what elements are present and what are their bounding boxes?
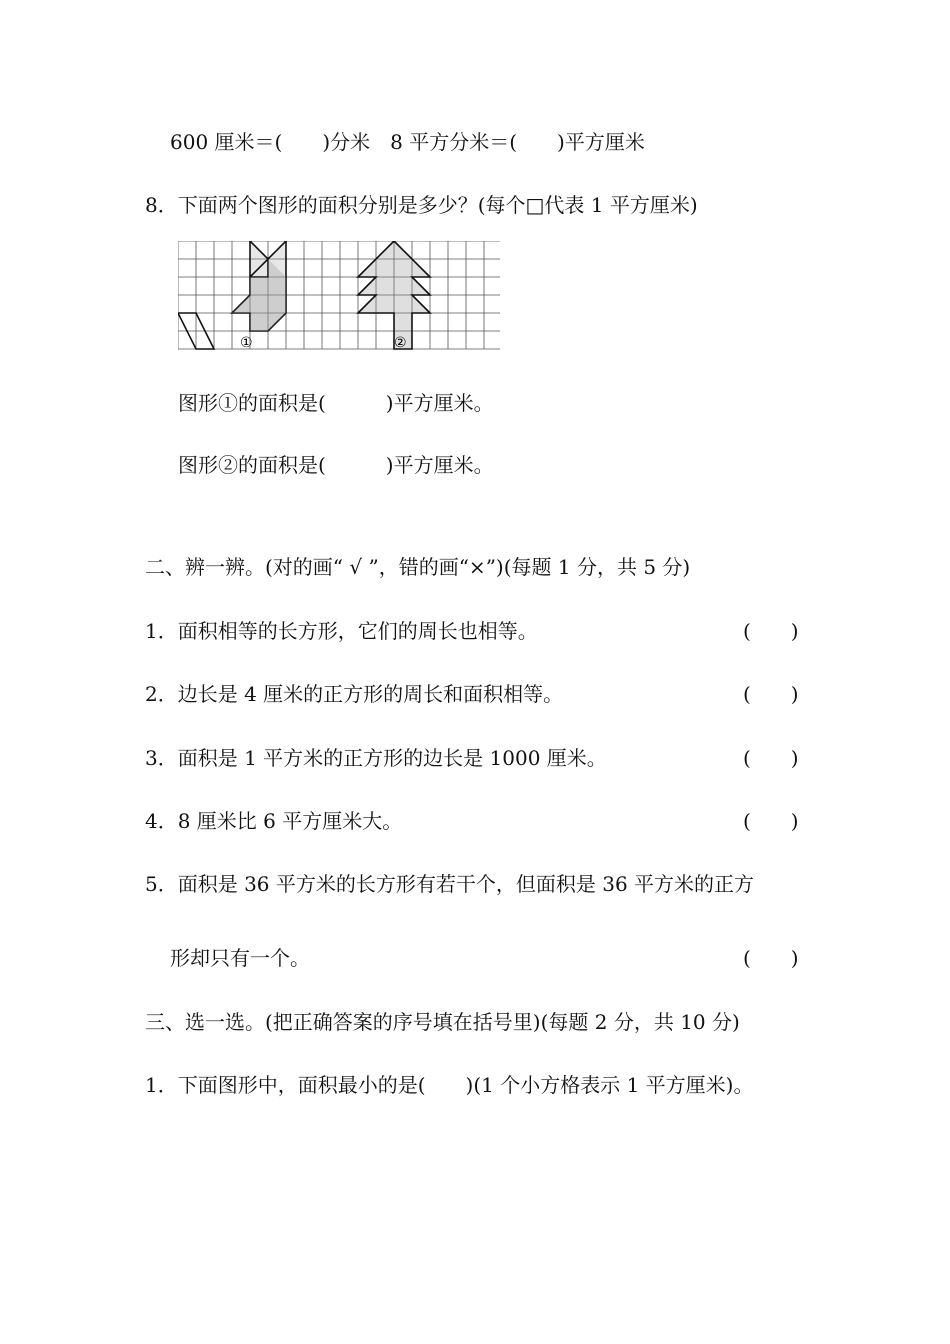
- s2-answer-4[interactable]: ( ): [743, 809, 799, 833]
- tree-shape: [358, 241, 430, 349]
- figure-1-area: 图形①的面积是( )平方厘米。: [178, 391, 494, 415]
- s2-question-5b: 形却只有一个。: [170, 946, 310, 970]
- s2-answer-3[interactable]: ( ): [743, 746, 799, 770]
- s2-answer-5[interactable]: ( ): [743, 946, 799, 970]
- question-8: 8．下面两个图形的面积分别是多少？(每个□代表 1 平方厘米): [145, 193, 698, 217]
- s2-question-1: 1．面积相等的长方形，它们的周长也相等。: [145, 619, 538, 643]
- s2-question-5a: 5．面积是 36 平方米的长方形有若干个，但面积是 36 平方米的正方: [145, 872, 755, 896]
- s2-answer-2[interactable]: ( ): [743, 682, 799, 706]
- figure-label-2: ②: [394, 335, 407, 351]
- s2-question-4: 4．8 厘米比 6 平方厘米大。: [145, 809, 403, 833]
- s2-answer-1[interactable]: ( ): [743, 619, 799, 643]
- figure-2-area: 图形②的面积是( )平方厘米。: [178, 453, 494, 477]
- section-2-title: 二、辨一辨。(对的画“ √ ”，错的画“×”)(每题 1 分，共 5 分): [145, 555, 691, 579]
- s3-question-1: 1．下面图形中，面积最小的是( )(1 个小方格表示 1 平方厘米)。: [145, 1073, 754, 1097]
- conversion-question: 600 厘米＝( )分米 8 平方分米＝( )平方厘米: [170, 130, 645, 154]
- section-3-title: 三、选一选。(把正确答案的序号填在括号里)(每题 2 分，共 10 分): [145, 1010, 740, 1034]
- figure-label-1: ①: [240, 335, 253, 351]
- grid-figure: [178, 241, 500, 351]
- s2-question-3: 3．面积是 1 平方米的正方形的边长是 1000 厘米。: [145, 746, 607, 770]
- s2-question-2: 2．边长是 4 厘米的正方形的周长和面积相等。: [145, 682, 564, 706]
